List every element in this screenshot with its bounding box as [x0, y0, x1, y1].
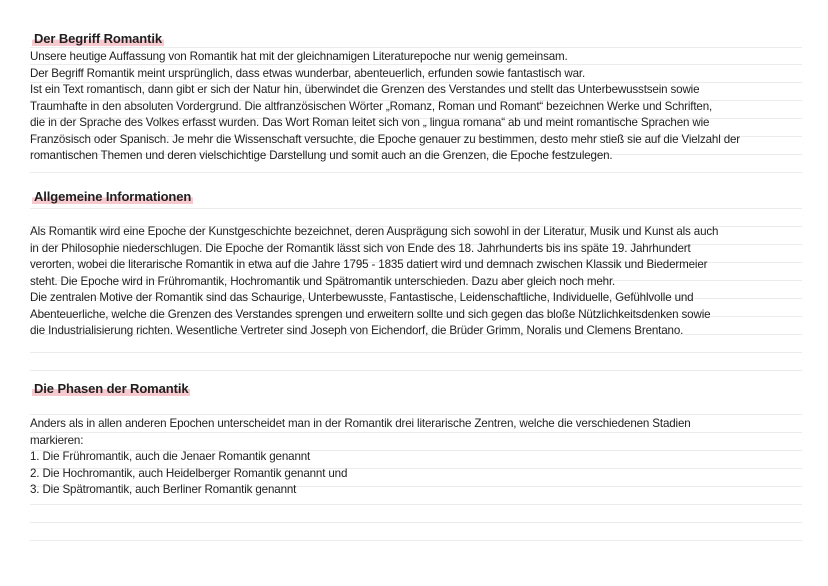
paragraph-line: Anders als in allen anderen Epochen unterscheidet man in der Romantik drei literarische Zentren, welche die verschiedenen Stadien	[30, 417, 691, 430]
paragraph-line: Der Begriff Romantik meint ursprünglich, dass etwas wunderbar, abenteuerlich, erfunden sowie fantastisch war.	[30, 66, 586, 80]
section-body-begriff	[30, 49, 810, 165]
paragraph-line: markieren:	[30, 433, 84, 447]
paragraph-line: Die zentralen Motive der Romantik sind das Schaurige, Unterbewusste, Fantastische, Leidenschaftliche, Individuelle, Gefühlvolle und	[30, 291, 694, 304]
ruled-line	[30, 370, 802, 371]
section-heading-phasen: Die Phasen der Romantik	[34, 381, 189, 396]
list-item: 1. Die Frühromantik, auch die Jenaer Romantik genannt	[30, 450, 311, 463]
paragraph-line: Ist ein Text romantisch, dann gibt er sich der Natur hin, überwindet die Grenzen des Verstandes und stellt das Unterbewusstsein sowie	[30, 83, 700, 96]
ruled-line	[30, 208, 802, 209]
paragraph-line: die Industrialisierung richten. Wesentliche Vertreter sind Joseph von Eichendorf, die Brüder Grimm, Noralis und Clemens Brentano.	[30, 324, 684, 337]
paragraph-line: romantischen Themen und deren vielschichtige Darstellung und somit auch an die Grenzen, die Epoche festzulegen.	[30, 149, 613, 162]
ruled-line	[30, 414, 802, 415]
paragraph-line: Französisch oder Spanisch. Je mehr die Wissenschaft versuchte, die Epoche genauer zu bestimmen, desto mehr stieß sie auf die Vielzahl der	[30, 132, 741, 146]
paragraph-line: Abenteuerliche, welche die Grenzen des Verstandes sprengen und erweitern sollte und sich gegen das bloße Nützlichkeitsdenken sowie	[30, 307, 711, 321]
paragraph-line: in der Philosophie niederschlugen. Die Epoche der Romantik lässt sich von Ende des 18. Jahrhunderts bis ins späte 19. Jahrhundert	[30, 241, 691, 255]
paragraph-line: Als Romantik wird eine Epoche der Kunstgeschichte bezeichnet, deren Ausprägung sich sowohl in der Literatur, Musik und Kunst als auch	[30, 225, 719, 238]
section-body-allgemein	[30, 224, 810, 340]
paragraph-line: verorten, wobei die literarische Romantik in etwa auf die Jahre 1795 - 1835 datiert wird und demnach zwischen Klassik und Biedermeier	[30, 258, 708, 271]
section-body-phasen	[30, 416, 810, 499]
paragraph-line: Traumhafte in den absoluten Vordergrund. Die altfranzösischen Wörter „Romanz, Roman und Romant“ bezeichnen Werke und Schriften,	[30, 99, 713, 113]
list-item: 3. Die Spätromantik, auch Berliner Romantik genannt	[30, 483, 297, 496]
section-heading-begriff: Der Begriff Romantik	[34, 31, 163, 46]
paragraph-line: die in der Sprache des Volkes erfasst wurden. Das Wort Roman leitet sich von „ lingua romana“ ab und meint romantische Sprachen wie	[30, 116, 710, 129]
paragraph-line: Unsere heutige Auffassung von Romantik hat mit der gleichnamigen Literaturepoche nur wenig gemeinsam.	[30, 50, 568, 63]
list-item: 2. Die Hochromantik, auch Heidelberger Romantik genannt und	[30, 466, 348, 480]
section-heading-allgemein: Allgemeine Informationen	[34, 189, 192, 204]
ruled-line	[30, 504, 802, 505]
ruled-line	[30, 540, 802, 541]
ruled-line	[30, 172, 802, 173]
ruled-line	[30, 47, 802, 48]
paragraph-line: steht. Die Epoche wird in Frühromantik, Hochromantik und Spätromantik unterschieden. Dazu aber gleich noch mehr.	[30, 274, 616, 288]
ruled-line	[30, 522, 802, 523]
ruled-line	[30, 352, 802, 353]
